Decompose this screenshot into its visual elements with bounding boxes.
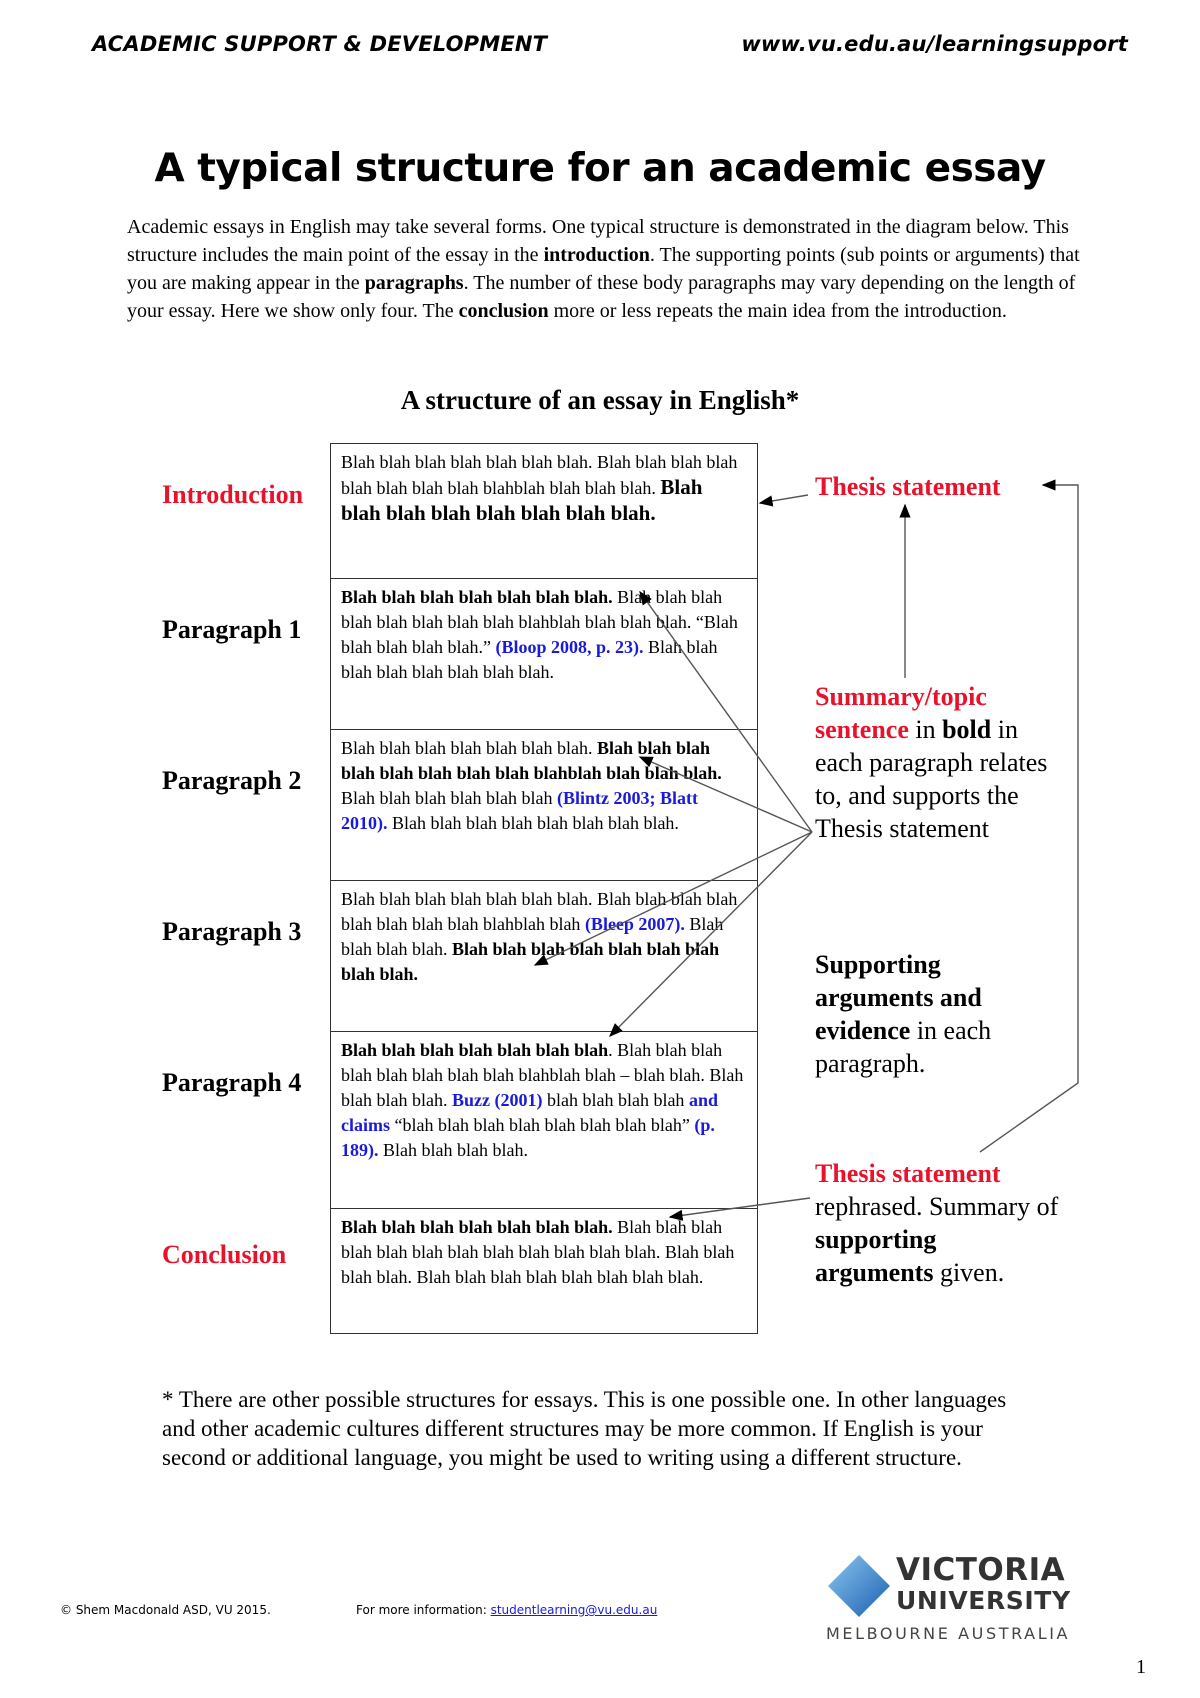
box-p2-topic: Blah blah blah blah blah blah blah blah blahblah blah blah blah. xyxy=(341,738,722,783)
box-p1-text-2: Blah blah blah blah blah blah blah blah. xyxy=(341,637,718,682)
intro-bold-paragraphs: paragraphs xyxy=(364,272,464,294)
intro-text-1: Academic essays in English may take several forms. One typical structure is demonstrated in the diagram below. This structure includes the main point of the essay in the xyxy=(127,216,1069,266)
box-conclusion-text: Blah blah blah blah blah blah blah blah blah blah blah blah. Blah blah blah blah. Blah blah blah blah blah blah blah blah. xyxy=(341,1217,735,1287)
label-conclusion: Conclusion xyxy=(162,1240,287,1269)
label-paragraph-3: Paragraph 3 xyxy=(162,917,302,946)
side-support-text: in each paragraph. xyxy=(815,1016,992,1078)
intro-bold-introduction: introduction xyxy=(543,244,650,266)
box-p4-topic: Blah blah blah blah blah blah blah xyxy=(341,1040,609,1060)
box-p4-text-2: blah blah blah blah xyxy=(542,1090,689,1110)
box-intro-text: Blah blah blah blah blah blah blah. Blah blah blah blah blah blah blah blah blahblah blah blah blah. xyxy=(341,452,738,498)
box-p2-text-1: Blah blah blah blah blah blah blah. xyxy=(341,738,597,758)
side-summary-text-1: in xyxy=(908,715,943,744)
intro-bold-conclusion: conclusion xyxy=(458,300,549,322)
footer-email-link[interactable]: studentlearning@vu.edu.au xyxy=(490,1603,658,1617)
box-p4-text-3: “blah blah blah blah blah blah blah blah” xyxy=(390,1115,695,1135)
page-number: 1 xyxy=(1136,1656,1146,1678)
header-left: ACADEMIC SUPPORT & DEVELOPMENT xyxy=(92,32,548,56)
side-summary-red-1: Summary/topic xyxy=(815,682,987,711)
side-thesis-statement: Thesis statement xyxy=(815,472,1001,501)
box-conclusion-topic: Blah blah blah blah blah blah blah. xyxy=(341,1217,613,1237)
footer-info xyxy=(356,1603,657,1617)
box-p4-text-4: Blah blah blah blah. xyxy=(378,1140,528,1160)
side-rephrased-bold: supporting arguments xyxy=(815,1225,937,1287)
box-p3-topic: Blah blah blah blah blah blah blah blah blah. xyxy=(341,939,720,984)
box-intro-thesis: Blah blah blah blah blah blah blah blah. xyxy=(341,475,703,525)
box-p3-text-2: Blah blah blah blah. xyxy=(341,914,724,959)
arrow-thesis2-to-conclusion xyxy=(670,1198,810,1217)
box-p4-citation-1: Buzz (2001) xyxy=(451,1090,543,1110)
box-p1-text-1: Blah blah blah blah blah blah blah blah blahblah blah blah blah. “Blah blah blah blah blah.” xyxy=(341,587,738,657)
box-p3-citation: (Bleep 2007). xyxy=(584,914,685,934)
side-support-bold: Supporting arguments and evidence xyxy=(815,950,982,1045)
label-paragraph-1: Paragraph 1 xyxy=(162,615,302,644)
footnote: * There are other possible structures for essays. This is one possible one. In other languages and other academic cultures different structures may be more common. If English is your second or additional language, you might be used to writing using a different structure. xyxy=(162,1387,1007,1470)
box-p1-citation: (Bloop 2008, p. 23). xyxy=(495,637,644,657)
arrow-summary-to-p3 xyxy=(535,832,812,965)
arrow-summary-to-p4 xyxy=(610,832,812,1036)
arrow-summary-to-p1 xyxy=(640,592,812,832)
footer-info-label: For more information: xyxy=(356,1603,491,1617)
intro-text-4: more or less repeats the main idea from the introduction. xyxy=(548,300,1007,322)
box-p4-citation-2: and claims xyxy=(341,1090,718,1135)
logo-text-victoria: VICTORIA xyxy=(896,1552,1066,1588)
box-p3-text-1: Blah blah blah blah blah blah blah. Blah blah blah blah blah blah blah blah blahblah blah xyxy=(341,889,738,934)
label-introduction: Introduction xyxy=(162,480,304,509)
logo-text-university: UNIVERSITY xyxy=(896,1586,1071,1615)
intro-text-2: . The supporting points (sub points or arguments) that you are making appear in the xyxy=(127,244,1080,294)
side-rephrased-text-2: given. xyxy=(933,1258,1005,1287)
side-thesis-statement-2: Thesis statement xyxy=(815,1159,1001,1188)
label-paragraph-2: Paragraph 2 xyxy=(162,766,302,795)
box-p2-text-3: Blah blah blah blah blah blah blah blah. xyxy=(387,813,679,833)
box-p2-text-2: Blah blah blah blah blah blah xyxy=(341,788,557,808)
arrow-thesis2-loop-to-thesis xyxy=(980,485,1078,1152)
label-paragraph-4: Paragraph 4 xyxy=(162,1068,302,1097)
box-p4-text-1: . Blah blah blah blah blah blah blah blah blahblah blah – blah blah. Blah blah blah blah. xyxy=(341,1040,744,1110)
diagram-title: A structure of an essay in English* xyxy=(400,385,800,415)
box-p2-citation: (Blintz 2003; Blatt 2010). xyxy=(341,788,698,833)
header-right-url[interactable]: www.vu.edu.au/learningsupport xyxy=(741,32,1128,56)
victoria-university-logo-icon xyxy=(826,1553,892,1619)
side-summary-red-2: sentence xyxy=(815,715,909,744)
footer-copyright: © Shem Macdonald ASD, VU 2015. xyxy=(60,1603,271,1617)
logo-text-melbourne: MELBOURNE AUSTRALIA xyxy=(826,1624,1071,1643)
side-summary-bold: bold xyxy=(942,715,992,744)
intro-text-3: . The number of these body paragraphs may vary depending on the length of your essay. Here we show only four. The xyxy=(127,272,1076,322)
arrow-summary-to-p2 xyxy=(640,757,812,832)
box-p1-topic: Blah blah blah blah blah blah blah. xyxy=(341,587,613,607)
side-rephrased-text-1: rephrased. Summary of xyxy=(815,1192,1059,1221)
page-title: A typical structure for an academic essay xyxy=(154,146,1046,191)
arrow-thesis-to-intro xyxy=(760,495,808,503)
box-p4-citation-3: (p. 189). xyxy=(341,1115,715,1160)
side-summary-text-2: in each paragraph relates to, and supports the Thesis statement xyxy=(815,715,1048,843)
